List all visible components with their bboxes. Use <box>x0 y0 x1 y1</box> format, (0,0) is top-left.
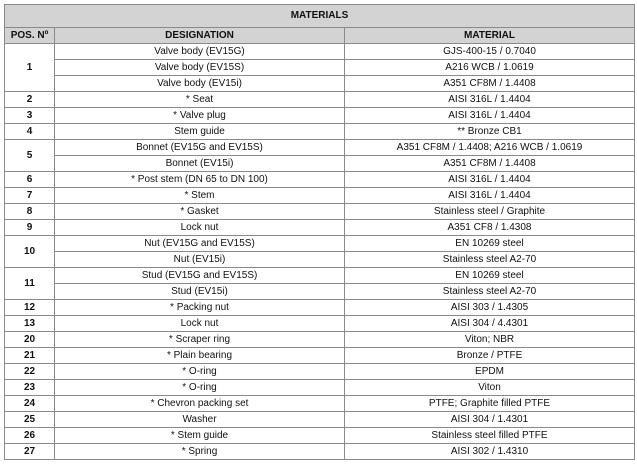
table-row <box>5 284 635 300</box>
table-row <box>5 332 635 348</box>
pos-cell: 4 <box>5 124 55 140</box>
material-cell: ** Bronze CB1 <box>345 124 635 140</box>
designation-cell: Bonnet (EV15G and EV15S) <box>55 140 345 156</box>
material-cell: EN 10269 steel <box>345 236 635 252</box>
table-row <box>5 204 635 220</box>
table-row <box>5 220 635 236</box>
pos-cell: 27 <box>5 444 55 460</box>
table-row <box>5 412 635 428</box>
material-cell: A351 CF8M / 1.4408 <box>345 76 635 92</box>
pos-cell: 5 <box>5 140 55 172</box>
pos-cell: 6 <box>5 172 55 188</box>
designation-cell: Stud (EV15i) <box>55 284 345 300</box>
table-row <box>5 172 635 188</box>
designation-cell: * Packing nut <box>55 300 345 316</box>
table-row <box>5 380 635 396</box>
material-cell: AISI 304 / 1.4301 <box>345 412 635 428</box>
designation-cell: Valve body (EV15i) <box>55 76 345 92</box>
designation-cell: * O-ring <box>55 380 345 396</box>
material-cell: AISI 316L / 1.4404 <box>345 188 635 204</box>
pos-cell: 13 <box>5 316 55 332</box>
material-cell: A351 CF8 / 1.4308 <box>345 220 635 236</box>
material-cell: GJS-400-15 / 0.7040 <box>345 44 635 60</box>
table-row <box>5 428 635 444</box>
column-header-designation: DESIGNATION <box>55 28 345 44</box>
pos-cell: 11 <box>5 268 55 300</box>
material-cell: AISI 303 / 1.4305 <box>345 300 635 316</box>
designation-cell: Valve body (EV15S) <box>55 60 345 76</box>
material-cell: EN 10269 steel <box>345 268 635 284</box>
material-cell: PTFE; Graphite filled PTFE <box>345 396 635 412</box>
table-row <box>5 268 635 284</box>
designation-cell: Lock nut <box>55 316 345 332</box>
column-header-material: MATERIAL <box>345 28 635 44</box>
table-row <box>5 300 635 316</box>
pos-cell: 21 <box>5 348 55 364</box>
material-cell: AISI 316L / 1.4404 <box>345 108 635 124</box>
designation-cell: Lock nut <box>55 220 345 236</box>
table-row <box>5 396 635 412</box>
designation-cell: Bonnet (EV15i) <box>55 156 345 172</box>
designation-cell: * Valve plug <box>55 108 345 124</box>
designation-cell: * Stem guide <box>55 428 345 444</box>
pos-cell: 9 <box>5 220 55 236</box>
pos-cell: 24 <box>5 396 55 412</box>
designation-cell: * Chevron packing set <box>55 396 345 412</box>
table-row <box>5 140 635 156</box>
material-cell: A351 CF8M / 1.4408 <box>345 156 635 172</box>
material-cell: A351 CF8M / 1.4408; A216 WCB / 1.0619 <box>345 140 635 156</box>
designation-cell: Nut (EV15G and EV15S) <box>55 236 345 252</box>
table-row <box>5 156 635 172</box>
material-cell: Viton; NBR <box>345 332 635 348</box>
title-row <box>5 5 635 28</box>
table-row <box>5 188 635 204</box>
designation-cell: Stud (EV15G and EV15S) <box>55 268 345 284</box>
table-row <box>5 76 635 92</box>
table-row <box>5 364 635 380</box>
designation-cell: Washer <box>55 412 345 428</box>
pos-cell: 1 <box>5 44 55 92</box>
material-cell: A216 WCB / 1.0619 <box>345 60 635 76</box>
table-row <box>5 236 635 252</box>
table-row <box>5 316 635 332</box>
materials-table <box>4 4 635 460</box>
header-row <box>5 28 635 44</box>
pos-cell: 7 <box>5 188 55 204</box>
pos-cell: 3 <box>5 108 55 124</box>
designation-cell: * Spring <box>55 444 345 460</box>
material-cell: EPDM <box>345 364 635 380</box>
pos-cell: 20 <box>5 332 55 348</box>
pos-cell: 23 <box>5 380 55 396</box>
material-cell: AISI 316L / 1.4404 <box>345 92 635 108</box>
material-cell: Stainless steel A2-70 <box>345 284 635 300</box>
designation-cell: Valve body (EV15G) <box>55 44 345 60</box>
table-title: MATERIALS <box>5 5 635 28</box>
material-cell: Stainless steel filled PTFE <box>345 428 635 444</box>
table-row <box>5 108 635 124</box>
material-cell: Bronze / PTFE <box>345 348 635 364</box>
material-cell: AISI 302 / 1.4310 <box>345 444 635 460</box>
table-row <box>5 44 635 60</box>
material-cell: Stainless steel / Graphite <box>345 204 635 220</box>
pos-cell: 26 <box>5 428 55 444</box>
designation-cell: * Gasket <box>55 204 345 220</box>
designation-cell: * Plain bearing <box>55 348 345 364</box>
pos-cell: 12 <box>5 300 55 316</box>
pos-cell: 10 <box>5 236 55 268</box>
column-header-pos: POS. Nº <box>5 28 55 44</box>
table-row <box>5 348 635 364</box>
material-cell: Stainless steel A2-70 <box>345 252 635 268</box>
designation-cell: * Stem <box>55 188 345 204</box>
table-row <box>5 60 635 76</box>
designation-cell: Stem guide <box>55 124 345 140</box>
material-cell: Viton <box>345 380 635 396</box>
designation-cell: * Seat <box>55 92 345 108</box>
pos-cell: 25 <box>5 412 55 428</box>
table-row <box>5 124 635 140</box>
designation-cell: * Scraper ring <box>55 332 345 348</box>
pos-cell: 2 <box>5 92 55 108</box>
table-row <box>5 444 635 460</box>
material-cell: AISI 316L / 1.4404 <box>345 172 635 188</box>
table-row <box>5 92 635 108</box>
pos-cell: 22 <box>5 364 55 380</box>
material-cell: AISI 304 / 4.4301 <box>345 316 635 332</box>
table-row <box>5 252 635 268</box>
pos-cell: 8 <box>5 204 55 220</box>
designation-cell: * O-ring <box>55 364 345 380</box>
designation-cell: Nut (EV15i) <box>55 252 345 268</box>
table-body <box>5 44 635 460</box>
designation-cell: * Post stem (DN 65 to DN 100) <box>55 172 345 188</box>
